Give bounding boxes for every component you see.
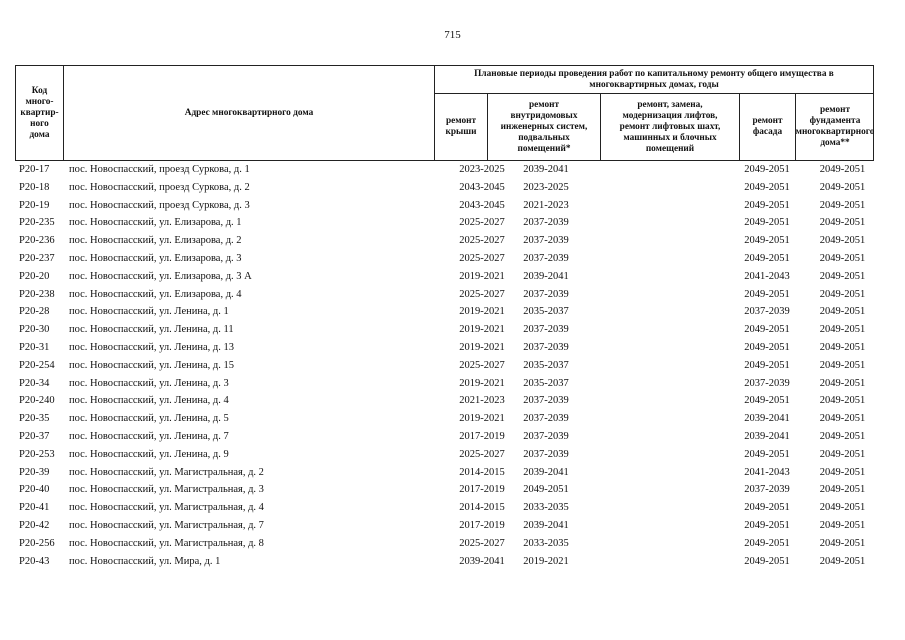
cell-facade: 2039-2041: [744, 430, 790, 442]
cell-roof: 2025-2027: [459, 217, 505, 229]
cell-roof: 2019-2021: [459, 377, 505, 389]
cell-facade: 2049-2051: [744, 199, 790, 211]
cell-foundation: 2049-2051: [819, 341, 866, 353]
cell-address: пос. Новоспасский, ул. Ленина, д. 13: [69, 341, 234, 353]
cell-facade: 2049-2051: [744, 448, 790, 460]
cell-address: пос. Новоспасский, ул. Ленина, д. 5: [69, 413, 229, 425]
cell-foundation: 2049-2051: [819, 164, 866, 175]
cell-engineering: 2037-2039: [523, 252, 569, 264]
cell-address: пос. Новоспасский, ул. Ленина, д. 4: [69, 395, 229, 407]
cell-facade: 2037-2039: [744, 306, 790, 318]
cell-engineering: 2039-2041: [523, 164, 569, 175]
header-periods: Плановые периоды проведения работ по капитальному ремонту общего имущества в многоквартирных домах, годы: [474, 68, 834, 90]
cell-address: пос. Новоспасский, ул. Ленина, д. 3: [69, 377, 229, 389]
cell-facade: 2037-2039: [744, 484, 790, 496]
cell-code: Р20-34: [19, 377, 50, 389]
cell-engineering: 2039-2041: [523, 270, 569, 282]
table-row: [15, 304, 885, 322]
cell-engineering: 2039-2041: [523, 519, 569, 531]
cell-code: Р20-42: [19, 519, 50, 531]
table-row: [15, 233, 885, 251]
cell-address: пос. Новоспасский, проезд Суркова, д. 3: [69, 199, 250, 211]
table-row: [15, 215, 885, 233]
cell-roof: 2019-2021: [459, 341, 505, 353]
table-row: [15, 411, 885, 429]
cell-foundation: 2049-2051: [819, 377, 866, 389]
cell-roof: 2043-2045: [459, 181, 505, 193]
table-header: [15, 65, 874, 161]
cell-foundation: 2049-2051: [819, 217, 866, 229]
cell-foundation: 2049-2051: [819, 235, 866, 247]
cell-engineering: 2037-2039: [523, 413, 569, 425]
cell-foundation: 2049-2051: [819, 252, 866, 264]
cell-address: пос. Новоспасский, ул. Магистральная, д. 3: [69, 484, 264, 496]
cell-address: пос. Новоспасский, ул. Магистральная, д. 8: [69, 537, 264, 549]
cell-foundation: 2049-2051: [819, 484, 866, 496]
cell-code: Р20-28: [19, 306, 50, 318]
cell-foundation: 2049-2051: [819, 555, 866, 567]
cell-roof: 2017-2019: [459, 430, 505, 442]
cell-facade: 2049-2051: [744, 164, 790, 175]
cell-engineering: 2035-2037: [523, 359, 569, 371]
cell-foundation: 2049-2051: [819, 324, 866, 336]
cell-code: Р20-254: [19, 359, 55, 371]
cell-address: пос. Новоспасский, ул. Ленина, д. 11: [69, 324, 234, 336]
cell-facade: 2049-2051: [744, 252, 790, 264]
cell-facade: 2049-2051: [744, 324, 790, 336]
cell-code: Р20-35: [19, 413, 50, 425]
cell-engineering: 2037-2039: [523, 217, 569, 229]
cell-engineering: 2019-2021: [523, 555, 569, 567]
cell-engineering: 2049-2051: [523, 484, 569, 496]
cell-foundation: 2049-2051: [819, 306, 866, 318]
cell-foundation: 2049-2051: [819, 270, 866, 282]
table-body: [15, 162, 885, 571]
table-row: [15, 322, 885, 340]
cell-engineering: 2037-2039: [523, 288, 569, 300]
table-row: [15, 429, 885, 447]
table-row: [15, 162, 885, 180]
cell-roof: 2023-2025: [459, 164, 505, 175]
table-row: [15, 198, 885, 216]
cell-foundation: 2049-2051: [819, 448, 866, 460]
cell-address: пос. Новоспасский, ул. Ленина, д. 1: [69, 306, 229, 318]
cell-engineering: 2037-2039: [523, 324, 569, 336]
cell-roof: 2025-2027: [459, 359, 505, 371]
cell-foundation: 2049-2051: [819, 413, 866, 425]
cell-engineering: 2039-2041: [523, 466, 569, 478]
cell-engineering: 2037-2039: [523, 235, 569, 247]
cell-roof: 2025-2027: [459, 288, 505, 300]
cell-foundation: 2049-2051: [819, 537, 866, 549]
header-facade: ремонт фасада: [752, 116, 783, 137]
cell-address: пос. Новоспасский, ул. Ленина, д. 15: [69, 359, 234, 371]
cell-facade: 2049-2051: [744, 288, 790, 300]
cell-facade: 2037-2039: [744, 377, 790, 389]
cell-code: Р20-253: [19, 448, 55, 460]
cell-foundation: 2049-2051: [819, 466, 866, 478]
cell-facade: 2049-2051: [744, 519, 790, 531]
cell-code: Р20-37: [19, 430, 50, 442]
header-address: Адрес многоквартирного дома: [184, 107, 314, 118]
cell-engineering: 2035-2037: [523, 306, 569, 318]
cell-roof: 2025-2027: [459, 235, 505, 247]
cell-facade: 2049-2051: [744, 395, 790, 407]
cell-foundation: 2049-2051: [819, 199, 866, 211]
cell-roof: 2017-2019: [459, 519, 505, 531]
cell-code: Р20-31: [19, 341, 50, 353]
table-row: [15, 358, 885, 376]
cell-code: Р20-39: [19, 466, 50, 478]
table-row: [15, 554, 885, 572]
cell-address: пос. Новоспасский, ул. Елизарова, д. 4: [69, 288, 242, 300]
cell-foundation: 2049-2051: [819, 502, 866, 514]
cell-facade: 2039-2041: [744, 413, 790, 425]
table-row: [15, 251, 885, 269]
table-row: [15, 465, 885, 483]
cell-address: пос. Новоспасский, ул. Елизарова, д. 3 А: [69, 270, 252, 282]
cell-roof: 2019-2021: [459, 413, 505, 425]
cell-code: Р20-41: [19, 502, 50, 514]
cell-facade: 2049-2051: [744, 181, 790, 193]
cell-engineering: 2037-2039: [523, 430, 569, 442]
cell-roof: 2014-2015: [459, 502, 505, 514]
cell-address: пос. Новоспасский, ул. Елизарова, д. 3: [69, 252, 242, 264]
cell-engineering: 2033-2035: [523, 537, 569, 549]
table-row: [15, 180, 885, 198]
cell-code: Р20-256: [19, 537, 55, 549]
cell-foundation: 2049-2051: [819, 519, 866, 531]
cell-roof: 2019-2021: [459, 324, 505, 336]
cell-roof: 2014-2015: [459, 466, 505, 478]
cell-facade: 2041-2043: [744, 466, 790, 478]
cell-engineering: 2037-2039: [523, 341, 569, 353]
cell-address: пос. Новоспасский, проезд Суркова, д. 1: [69, 164, 250, 175]
cell-address: пос. Новоспасский, ул. Магистральная, д. 4: [69, 502, 264, 514]
table-row: [15, 393, 885, 411]
cell-foundation: 2049-2051: [819, 430, 866, 442]
cell-address: пос. Новоспасский, проезд Суркова, д. 2: [69, 181, 250, 193]
page-number: 715: [444, 29, 461, 41]
cell-address: пос. Новоспасский, ул. Магистральная, д. 2: [69, 466, 264, 478]
header-foundation: ремонт фундамента многоквартирного дома**: [795, 105, 875, 148]
cell-address: пос. Новоспасский, ул. Елизарова, д. 1: [69, 217, 242, 229]
cell-code: Р20-19: [19, 199, 50, 211]
cell-facade: 2049-2051: [744, 341, 790, 353]
cell-roof: 2039-2041: [459, 555, 505, 567]
cell-facade: 2049-2051: [744, 502, 790, 514]
cell-roof: 2021-2023: [459, 395, 505, 407]
cell-address: пос. Новоспасский, ул. Магистральная, д. 7: [69, 519, 264, 531]
header-lift: ремонт, замена, модернизация лифтов, ремонт лифтовых шахт, машинных и блочных помещений: [619, 99, 721, 154]
table-row: [15, 340, 885, 358]
cell-facade: 2049-2051: [744, 217, 790, 229]
cell-engineering: 2035-2037: [523, 377, 569, 389]
table-row: [15, 447, 885, 465]
cell-roof: 2017-2019: [459, 484, 505, 496]
cell-code: Р20-17: [19, 164, 50, 175]
cell-roof: 2025-2027: [459, 448, 505, 460]
cell-foundation: 2049-2051: [819, 288, 866, 300]
cell-engineering: 2023-2025: [523, 181, 569, 193]
cell-facade: 2049-2051: [744, 359, 790, 371]
cell-roof: 2025-2027: [459, 252, 505, 264]
cell-code: Р20-237: [19, 252, 55, 264]
cell-code: Р20-18: [19, 181, 50, 193]
cell-address: пос. Новоспасский, ул. Ленина, д. 7: [69, 430, 229, 442]
table-row: [15, 482, 885, 500]
cell-roof: 2019-2021: [459, 270, 505, 282]
cell-code: Р20-43: [19, 555, 50, 567]
cell-foundation: 2049-2051: [819, 359, 866, 371]
cell-address: пос. Новоспасский, ул. Ленина, д. 9: [69, 448, 229, 460]
cell-foundation: 2049-2051: [819, 395, 866, 407]
cell-roof: 2025-2027: [459, 537, 505, 549]
cell-address: пос. Новоспасский, ул. Елизарова, д. 2: [69, 235, 242, 247]
cell-facade: 2049-2051: [744, 537, 790, 549]
cell-foundation: 2049-2051: [819, 181, 866, 193]
header-engineering: ремонт внутридомовых инженерных систем, подвальных помещений*: [500, 99, 588, 154]
table-row: [15, 376, 885, 394]
cell-facade: 2049-2051: [744, 555, 790, 567]
cell-engineering: 2037-2039: [523, 448, 569, 460]
cell-engineering: 2033-2035: [523, 502, 569, 514]
header-code: Код много- квартир- ного дома: [20, 85, 59, 140]
table-row: [15, 287, 885, 305]
cell-code: Р20-40: [19, 484, 50, 496]
cell-facade: 2049-2051: [744, 235, 790, 247]
cell-code: Р20-20: [19, 270, 50, 282]
cell-roof: 2043-2045: [459, 199, 505, 211]
cell-code: Р20-238: [19, 288, 55, 300]
cell-address: пос. Новоспасский, ул. Мира, д. 1: [69, 555, 221, 567]
header-roof: ремонт крыши: [445, 116, 477, 137]
table-row: [15, 500, 885, 518]
cell-code: Р20-240: [19, 395, 55, 407]
table-row: [15, 536, 885, 554]
table-row: [15, 269, 885, 287]
cell-roof: 2019-2021: [459, 306, 505, 318]
table-row: [15, 518, 885, 536]
cell-code: Р20-236: [19, 235, 55, 247]
cell-code: Р20-235: [19, 217, 55, 229]
cell-facade: 2041-2043: [744, 270, 790, 282]
cell-engineering: 2021-2023: [523, 199, 569, 211]
cell-engineering: 2037-2039: [523, 395, 569, 407]
cell-code: Р20-30: [19, 324, 50, 336]
